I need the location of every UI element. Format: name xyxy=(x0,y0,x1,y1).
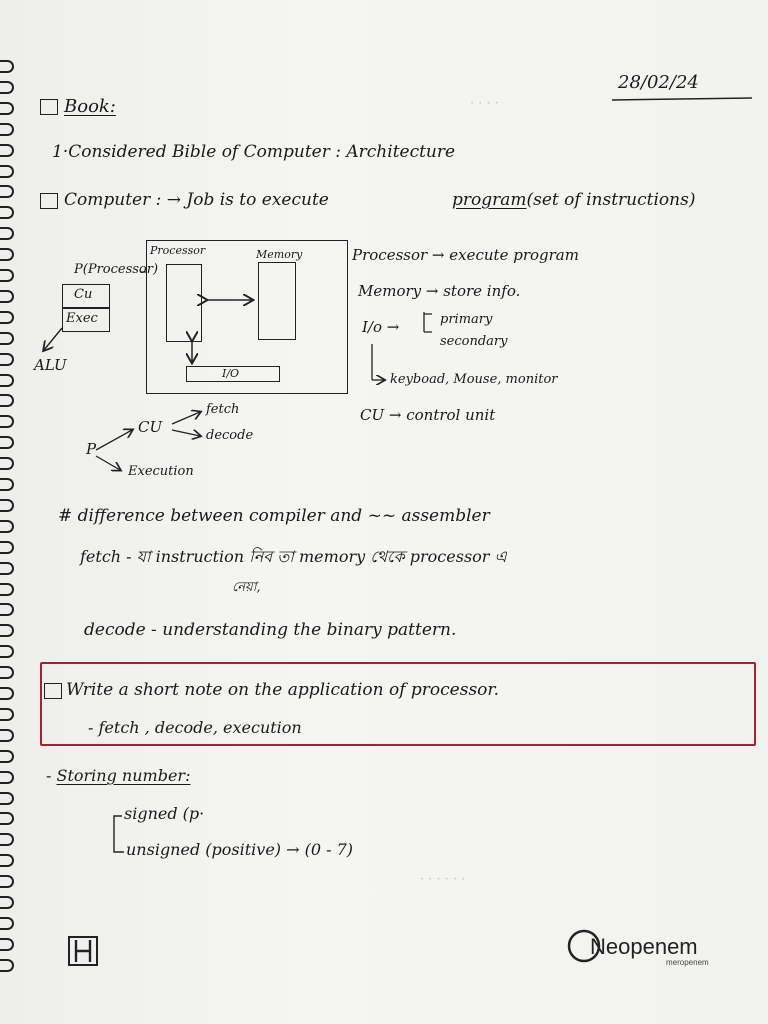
tree-cu: CU xyxy=(138,418,163,436)
tree-decode: decode xyxy=(206,428,254,443)
brand-sub: meropenem xyxy=(666,958,709,967)
decode-definition: decode - understanding the binary pattern. xyxy=(84,620,457,640)
exec-box-label: Exec xyxy=(66,311,98,326)
def-primary: primary xyxy=(440,312,493,327)
def-devices: keyboad, Mouse, monitor xyxy=(390,372,558,387)
tree-p: P xyxy=(86,440,97,458)
task-line-2: - fetch , decode, execution xyxy=(88,718,302,737)
processor-label: Processor xyxy=(150,244,206,257)
notebook-logo-icon xyxy=(68,936,98,966)
def-secondary: secondary xyxy=(440,334,508,349)
storing-unsigned: unsigned (positive) → (0 - 7) xyxy=(126,840,354,859)
bleed-through-text: · · · · · · xyxy=(420,872,466,887)
program-word: program xyxy=(452,190,527,210)
io-label: I/O xyxy=(222,367,240,380)
storing-heading-text: Storing number: xyxy=(56,766,191,785)
computer-text: → Job is to execute xyxy=(166,190,329,210)
tree-fetch: fetch xyxy=(206,402,240,417)
def-processor: Processor → execute program xyxy=(352,246,579,264)
bleed-through-text: · · · · xyxy=(470,96,499,111)
task-text: Write a short note on the application of processor. xyxy=(66,680,500,700)
cu-box-label: Cu xyxy=(74,287,93,302)
p-processor-label: P(Processor) xyxy=(74,262,159,277)
memory-label: Memory xyxy=(256,248,303,261)
def-cu: CU → control unit xyxy=(360,406,496,424)
fetch-definition-cont: নেয়া, xyxy=(232,580,261,595)
alu-label: ALU xyxy=(34,356,67,374)
computer-label: Computer : xyxy=(64,190,162,210)
difference-heading: # difference between compiler and ~~ assembler xyxy=(58,506,490,526)
book-heading: Book: xyxy=(64,96,116,117)
def-io: I/o → xyxy=(362,318,400,336)
brand-name: Neopenem xyxy=(590,934,698,959)
def-memory: Memory → store info. xyxy=(358,282,521,300)
program-rest: (set of instructions) xyxy=(526,190,696,210)
fetch-definition: fetch - যা instruction নিব তা memory থেকে processor এ xyxy=(80,547,507,566)
tree-execution: Execution xyxy=(128,464,194,479)
storing-signed: signed (p· xyxy=(124,804,205,823)
storing-heading: - Storing number: xyxy=(46,766,191,785)
page-date: 28/02/24 xyxy=(618,72,699,93)
book-item: 1·Considered Bible of Computer : Architecture xyxy=(52,142,456,162)
